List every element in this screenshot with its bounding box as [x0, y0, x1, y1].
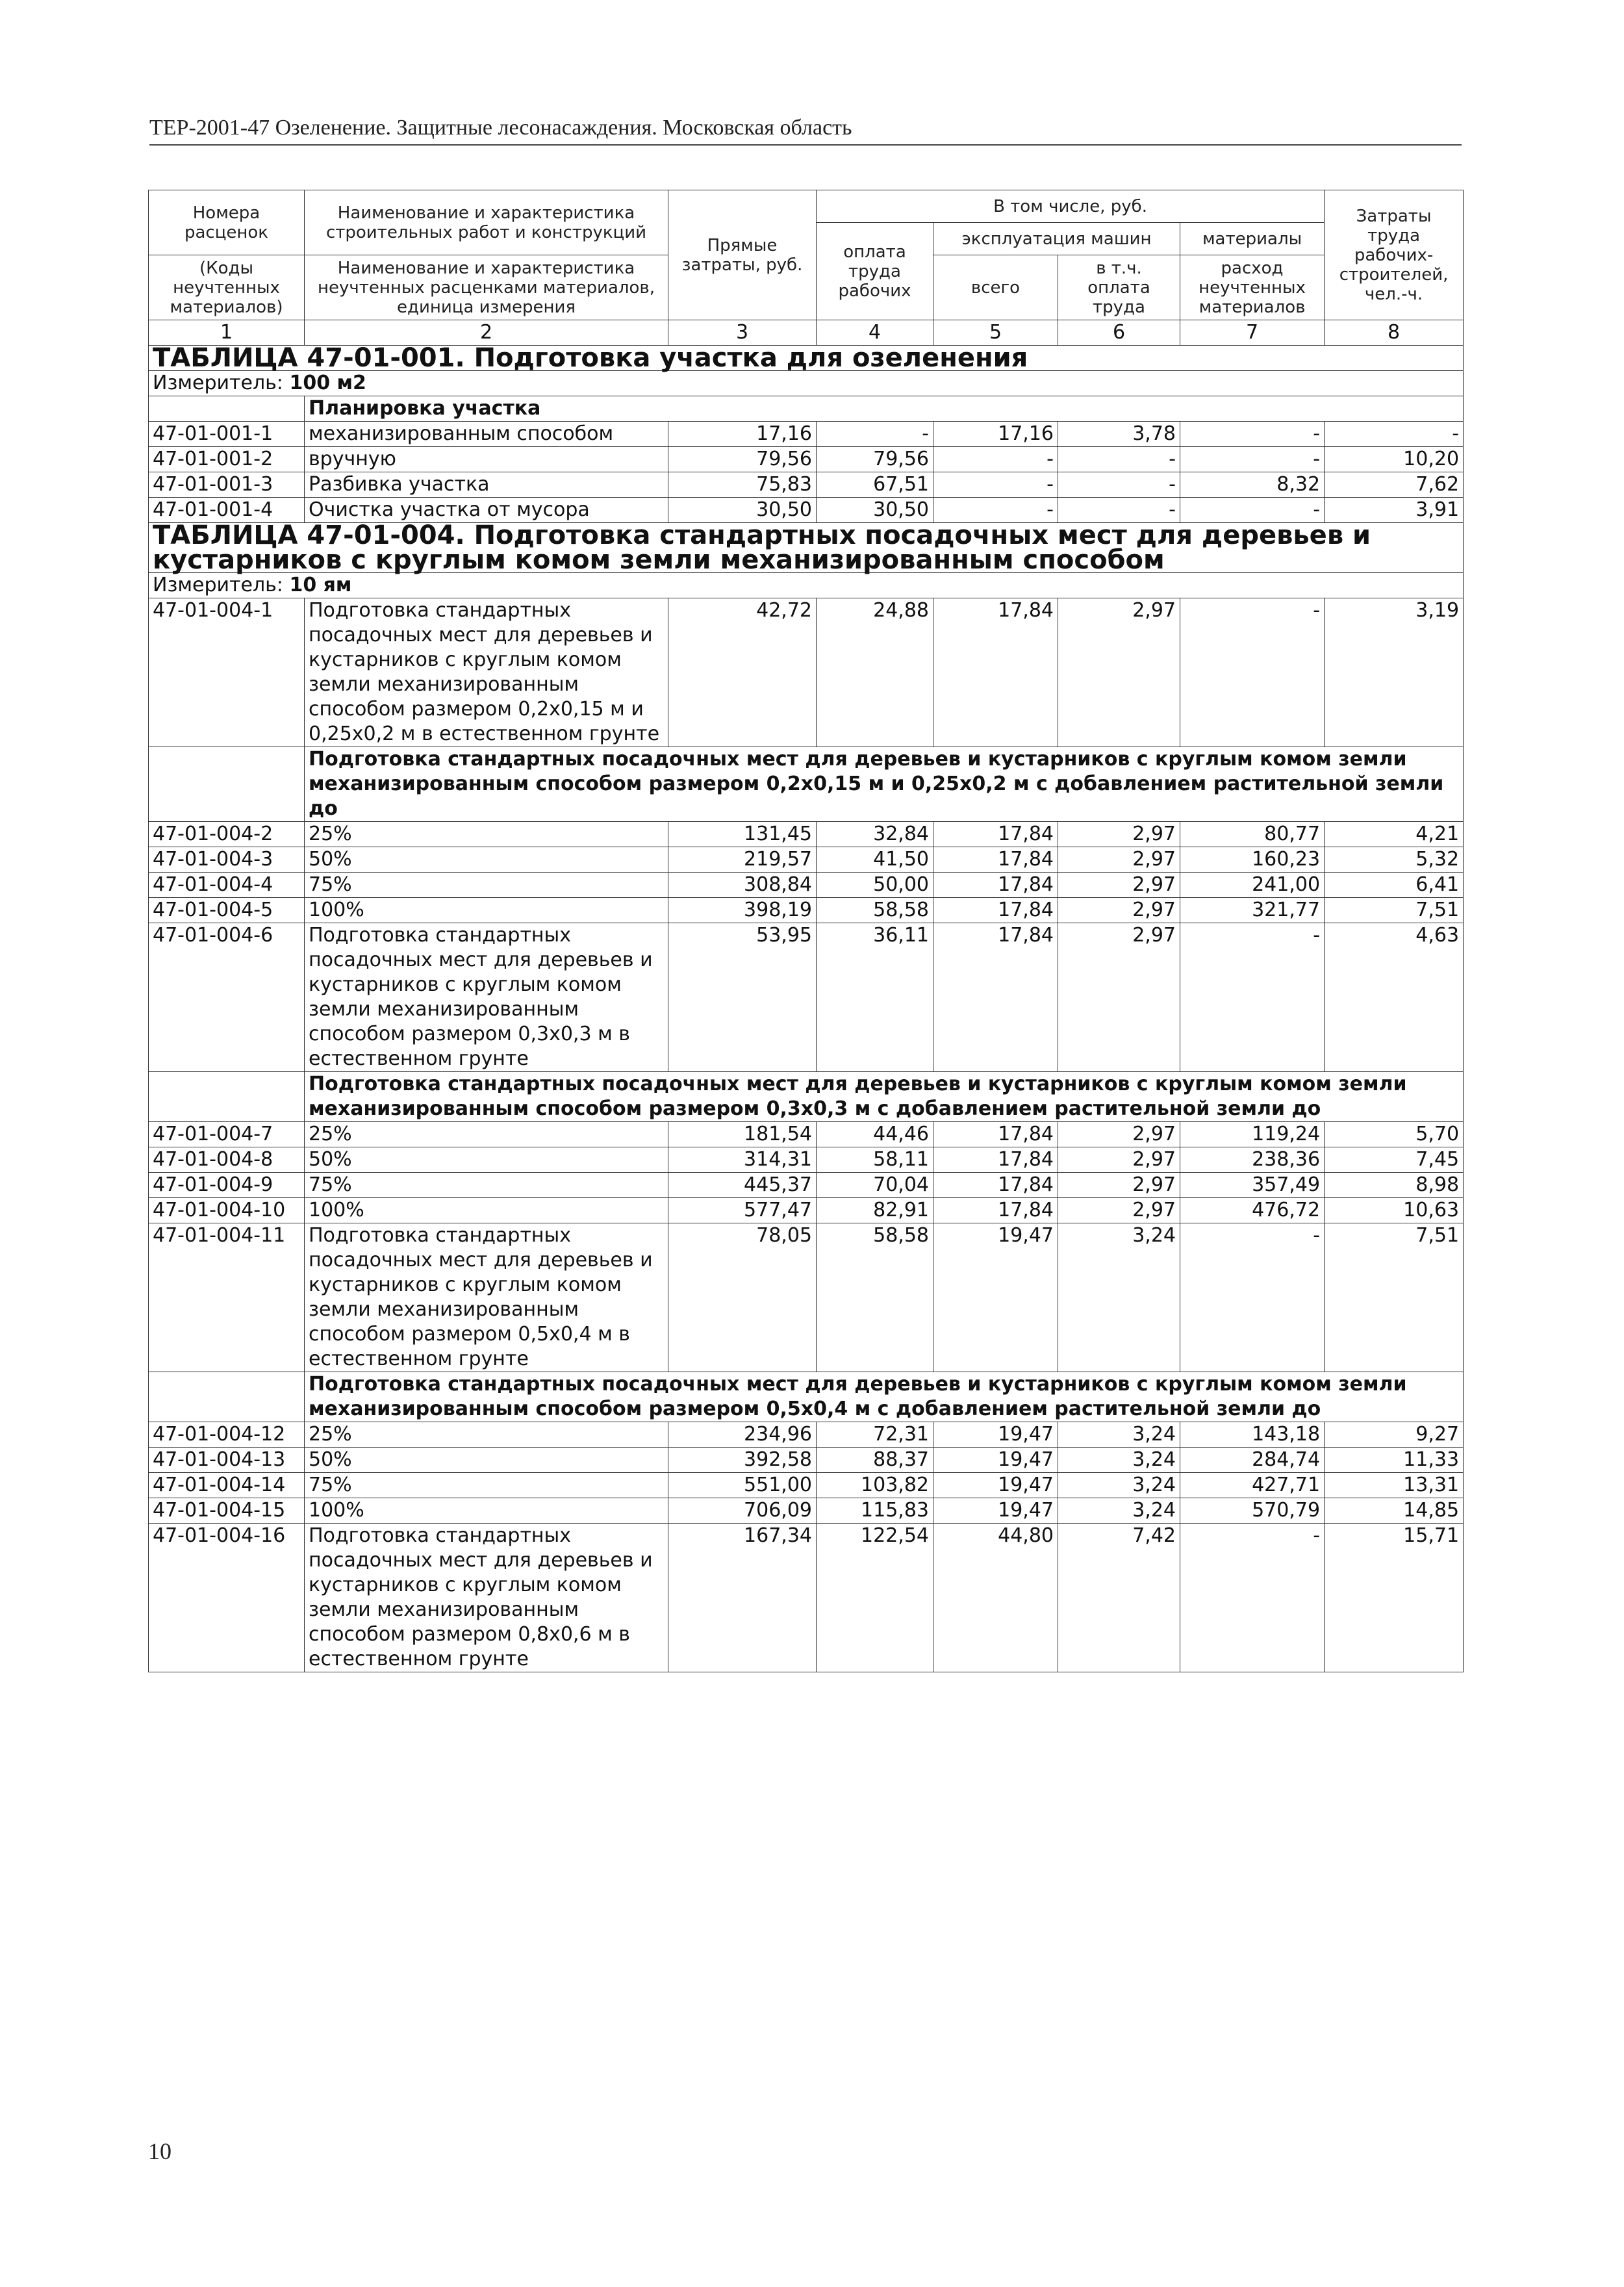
labor-pay: 88,37	[817, 1448, 933, 1473]
machine-total: -	[933, 472, 1058, 498]
labor-hours: 9,27	[1325, 1422, 1464, 1448]
labor-hours: 10,63	[1325, 1198, 1464, 1223]
direct-cost: 551,00	[668, 1473, 817, 1498]
materials-cost: 143,18	[1180, 1422, 1325, 1448]
materials-cost: 357,49	[1180, 1173, 1325, 1198]
col2-header-bottom: Наименование и характеристика неучтенных расценками материалов, единица измерения	[305, 255, 668, 320]
direct-cost: 131,45	[668, 822, 817, 847]
materials-cost: -	[1180, 422, 1325, 447]
machines-header: эксплуатация машин	[933, 223, 1180, 255]
rate-name: 75%	[305, 873, 668, 898]
machine-labor: 2,97	[1058, 847, 1180, 873]
direct-cost: 78,05	[668, 1223, 817, 1372]
measure-label: Измеритель:	[153, 574, 290, 596]
rate-name: 75%	[305, 1473, 668, 1498]
blank-cell	[149, 396, 305, 422]
labor-pay: 70,04	[817, 1173, 933, 1198]
direct-cost: 75,83	[668, 472, 817, 498]
col-number: 6	[1058, 320, 1180, 346]
materials-cost: 321,77	[1180, 898, 1325, 923]
labor-hours: 3,91	[1325, 498, 1464, 523]
labor-pay: 79,56	[817, 447, 933, 472]
table-row	[149, 847, 1464, 873]
materials-cost: -	[1180, 598, 1325, 747]
direct-cost: 42,72	[668, 598, 817, 747]
including-header: В том числе, руб.	[817, 190, 1325, 223]
labor-hours: 7,51	[1325, 1223, 1464, 1372]
rate-code: 47-01-004-10	[149, 1198, 305, 1223]
direct-cost: 181,54	[668, 1122, 817, 1147]
table-row	[149, 898, 1464, 923]
direct-cost: 30,50	[668, 498, 817, 523]
rate-code: 47-01-001-1	[149, 422, 305, 447]
table1-measure-row	[149, 371, 1464, 396]
direct-cost: 577,47	[668, 1198, 817, 1223]
machine-labor: 2,97	[1058, 1147, 1180, 1173]
rate-name: 25%	[305, 1122, 668, 1147]
labor-hours: 15,71	[1325, 1524, 1464, 1672]
col-number: 3	[668, 320, 817, 346]
machine-total: 19,47	[933, 1473, 1058, 1498]
rate-name: 50%	[305, 847, 668, 873]
col-number: 8	[1325, 320, 1464, 346]
table-row	[149, 873, 1464, 898]
subheader: Подготовка стандартных посадочных мест для деревьев и кустарников с круглым комом земли механизированным способом размером 0,3х0,3 м с добавлением растительной земли до	[305, 1072, 1464, 1122]
machine-total: 44,80	[933, 1524, 1058, 1672]
materials-cost: 570,79	[1180, 1498, 1325, 1524]
table-row	[149, 498, 1464, 523]
rate-name: Подготовка стандартных посадочных мест для деревьев и кустарников с круглым комом земли механизированным способом размером 0,2х0,15 м и 0,25х0,2 м в естественном грунте	[305, 598, 668, 747]
direct-cost: 398,19	[668, 898, 817, 923]
col7-header: расход неучтенных материалов	[1180, 255, 1325, 320]
labor-pay: 44,46	[817, 1122, 933, 1147]
rate-name: Разбивка участка	[305, 472, 668, 498]
machine-total: -	[933, 498, 1058, 523]
rate-code: 47-01-004-8	[149, 1147, 305, 1173]
labor-hours: 7,62	[1325, 472, 1464, 498]
document-header: ТЕР-2001-47 Озеленение. Защитные лесонасаждения. Московская область	[149, 116, 1462, 146]
labor-hours: 6,41	[1325, 873, 1464, 898]
table-row	[149, 598, 1464, 747]
labor-hours: 14,85	[1325, 1498, 1464, 1524]
machine-labor: 2,97	[1058, 873, 1180, 898]
rate-name: 25%	[305, 1422, 668, 1448]
blank-cell	[149, 1072, 305, 1122]
labor-pay: 58,58	[817, 898, 933, 923]
rate-name: 100%	[305, 1498, 668, 1524]
machine-total: 19,47	[933, 1448, 1058, 1473]
machine-total: 19,47	[933, 1422, 1058, 1448]
labor-pay: 32,84	[817, 822, 933, 847]
labor-pay: 82,91	[817, 1198, 933, 1223]
machine-labor: 2,97	[1058, 822, 1180, 847]
rate-name: Подготовка стандартных посадочных мест для деревьев и кустарников с круглым комом земли механизированным способом размером 0,5х0,4 м в естественном грунте	[305, 1223, 668, 1372]
rate-code: 47-01-004-4	[149, 873, 305, 898]
table-head	[149, 190, 1464, 346]
labor-hours: 4,21	[1325, 822, 1464, 847]
labor-hours: 7,51	[1325, 898, 1464, 923]
machine-total: 17,84	[933, 598, 1058, 747]
machine-labor: 7,42	[1058, 1524, 1180, 1672]
machine-total: 19,47	[933, 1223, 1058, 1372]
rate-code: 47-01-004-7	[149, 1122, 305, 1147]
rate-code: 47-01-004-1	[149, 598, 305, 747]
measure-unit	[149, 573, 1464, 598]
labor-pay: 36,11	[817, 923, 933, 1072]
table-row	[149, 1422, 1464, 1448]
labor-pay: 72,31	[817, 1422, 933, 1448]
machine-total: 17,84	[933, 1147, 1058, 1173]
table-row	[149, 822, 1464, 847]
materials-cost: 238,36	[1180, 1147, 1325, 1173]
labor-pay: 50,00	[817, 873, 933, 898]
labor-hours: 7,45	[1325, 1147, 1464, 1173]
machine-labor: 2,97	[1058, 923, 1180, 1072]
labor-hours: 13,31	[1325, 1473, 1464, 1498]
materials-header: материалы	[1180, 223, 1325, 255]
rate-code: 47-01-001-2	[149, 447, 305, 472]
column-numbers-row	[149, 320, 1464, 346]
table-body	[149, 343, 1464, 1672]
direct-cost: 17,16	[668, 422, 817, 447]
labor-hours: 11,33	[1325, 1448, 1464, 1473]
table-title: ТАБЛИЦА 47-01-004. Подготовка стандартных посадочных мест для деревьев и кустарников с круглым комом земли механизированным способом	[149, 523, 1464, 573]
rate-code: 47-01-004-14	[149, 1473, 305, 1498]
col-number: 2	[305, 320, 668, 346]
labor-pay: 67,51	[817, 472, 933, 498]
col-number: 1	[149, 320, 305, 346]
rate-code: 47-01-004-9	[149, 1173, 305, 1198]
machine-total: 17,84	[933, 847, 1058, 873]
rate-name: Очистка участка от мусора	[305, 498, 668, 523]
machine-labor: 2,97	[1058, 1122, 1180, 1147]
subheader-row	[149, 396, 1464, 422]
rate-name: Подготовка стандартных посадочных мест для деревьев и кустарников с круглым комом земли механизированным способом размером 0,3х0,3 м в естественном грунте	[305, 923, 668, 1072]
measure-value: 100 м2	[289, 372, 366, 394]
table-row	[149, 1122, 1464, 1147]
materials-cost: 241,00	[1180, 873, 1325, 898]
subheader: Подготовка стандартных посадочных мест для деревьев и кустарников с круглым комом земли механизированным способом размером 0,5х0,4 м с добавлением растительной земли до	[305, 1372, 1464, 1422]
labor-hours: 10,20	[1325, 447, 1464, 472]
labor-pay: -	[817, 422, 933, 447]
measure-label: Измеритель:	[153, 372, 290, 394]
table-row	[149, 1448, 1464, 1473]
machine-total: 17,84	[933, 1198, 1058, 1223]
direct-cost: 392,58	[668, 1448, 817, 1473]
labor-pay: 58,11	[817, 1147, 933, 1173]
machine-total: 17,84	[933, 873, 1058, 898]
labor-pay: 122,54	[817, 1524, 933, 1672]
table-row	[149, 1498, 1464, 1524]
rate-code: 47-01-001-4	[149, 498, 305, 523]
col1-header-top: Номера расценок	[149, 190, 305, 255]
materials-cost: 284,74	[1180, 1448, 1325, 1473]
labor-pay: 41,50	[817, 847, 933, 873]
col4-header: оплата труда рабочих	[817, 223, 933, 320]
table2-title-row	[149, 523, 1464, 573]
rate-name: вручную	[305, 447, 668, 472]
table2-measure-row	[149, 573, 1464, 598]
direct-cost: 308,84	[668, 873, 817, 898]
direct-cost: 79,56	[668, 447, 817, 472]
labor-pay: 115,83	[817, 1498, 933, 1524]
rate-name: 75%	[305, 1173, 668, 1198]
machine-total: 17,84	[933, 822, 1058, 847]
direct-cost: 167,34	[668, 1524, 817, 1672]
table1-title-row	[149, 346, 1464, 371]
labor-hours: 5,70	[1325, 1122, 1464, 1147]
machine-labor: 3,24	[1058, 1448, 1180, 1473]
col-number: 7	[1180, 320, 1325, 346]
machine-total: 17,84	[933, 923, 1058, 1072]
rate-code: 47-01-004-11	[149, 1223, 305, 1372]
measure-value: 10 ям	[289, 574, 352, 596]
machine-labor: 3,24	[1058, 1223, 1180, 1372]
materials-cost: -	[1180, 923, 1325, 1072]
table-row	[149, 1223, 1464, 1372]
machine-total: 17,16	[933, 422, 1058, 447]
labor-hours: -	[1325, 422, 1464, 447]
blank-cell	[149, 747, 305, 822]
direct-cost: 219,57	[668, 847, 817, 873]
rate-name: 25%	[305, 822, 668, 847]
col3-header: Прямые затраты, руб.	[668, 190, 817, 320]
rate-code: 47-01-004-2	[149, 822, 305, 847]
rate-code: 47-01-001-3	[149, 472, 305, 498]
table-row	[149, 923, 1464, 1072]
blank-cell	[149, 1372, 305, 1422]
machine-total: 19,47	[933, 1498, 1058, 1524]
rate-name: 100%	[305, 1198, 668, 1223]
rate-name: 100%	[305, 898, 668, 923]
machine-labor: 3,24	[1058, 1473, 1180, 1498]
labor-hours: 3,19	[1325, 598, 1464, 747]
col2-header-top: Наименование и характеристика строительных работ и конструкций	[305, 190, 668, 255]
materials-cost: -	[1180, 1524, 1325, 1672]
labor-pay: 58,58	[817, 1223, 933, 1372]
machine-labor: 3,24	[1058, 1422, 1180, 1448]
machine-labor: 3,24	[1058, 1498, 1180, 1524]
subheader: Планировка участка	[305, 396, 1464, 422]
materials-cost: 80,77	[1180, 822, 1325, 847]
rate-code: 47-01-004-15	[149, 1498, 305, 1524]
materials-cost: 476,72	[1180, 1198, 1325, 1223]
table-row	[149, 447, 1464, 472]
rates-table	[148, 190, 1464, 1672]
table-row	[149, 1198, 1464, 1223]
machine-labor: 3,78	[1058, 422, 1180, 447]
rate-name: Подготовка стандартных посадочных мест для деревьев и кустарников с круглым комом земли механизированным способом размером 0,8х0,6 м в естественном грунте	[305, 1524, 668, 1672]
materials-cost: 427,71	[1180, 1473, 1325, 1498]
machine-labor: -	[1058, 447, 1180, 472]
labor-hours: 4,63	[1325, 923, 1464, 1072]
table-row	[149, 1173, 1464, 1198]
table-row	[149, 422, 1464, 447]
measure-unit	[149, 371, 1464, 396]
machine-total: 17,84	[933, 898, 1058, 923]
table-row	[149, 1147, 1464, 1173]
col-number: 5	[933, 320, 1058, 346]
machine-total: -	[933, 447, 1058, 472]
rate-code: 47-01-004-16	[149, 1524, 305, 1672]
rate-name: 50%	[305, 1147, 668, 1173]
materials-cost: -	[1180, 498, 1325, 523]
col6-header: в т.ч. оплата труда	[1058, 255, 1180, 320]
direct-cost: 314,31	[668, 1147, 817, 1173]
direct-cost: 234,96	[668, 1422, 817, 1448]
machine-labor: 2,97	[1058, 1173, 1180, 1198]
materials-cost: 160,23	[1180, 847, 1325, 873]
rate-name: механизированным способом	[305, 422, 668, 447]
labor-pay: 30,50	[817, 498, 933, 523]
labor-hours: 5,32	[1325, 847, 1464, 873]
labor-pay: 103,82	[817, 1473, 933, 1498]
subheader-row	[149, 747, 1464, 822]
rate-code: 47-01-004-5	[149, 898, 305, 923]
subheader: Подготовка стандартных посадочных мест для деревьев и кустарников с круглым комом земли механизированным способом размером 0,2х0,15 м и 0,25х0,2 м с добавлением растительной земли до	[305, 747, 1464, 822]
page-number: 10	[148, 2138, 171, 2164]
machine-labor: 2,97	[1058, 898, 1180, 923]
labor-pay: 24,88	[817, 598, 933, 747]
rate-code: 47-01-004-6	[149, 923, 305, 1072]
subheader-row	[149, 1372, 1464, 1422]
materials-cost: 8,32	[1180, 472, 1325, 498]
rate-code: 47-01-004-12	[149, 1422, 305, 1448]
direct-cost: 445,37	[668, 1173, 817, 1198]
subheader-row	[149, 1072, 1464, 1122]
materials-cost: -	[1180, 447, 1325, 472]
rate-name: 50%	[305, 1448, 668, 1473]
machine-labor: 2,97	[1058, 1198, 1180, 1223]
rate-code: 47-01-004-3	[149, 847, 305, 873]
table-row	[149, 472, 1464, 498]
rate-code: 47-01-004-13	[149, 1448, 305, 1473]
machine-labor: 2,97	[1058, 598, 1180, 747]
table-title: ТАБЛИЦА 47-01-001. Подготовка участка для озеленения	[149, 346, 1464, 371]
machine-total: 17,84	[933, 1173, 1058, 1198]
materials-cost: 119,24	[1180, 1122, 1325, 1147]
col1-header-bottom: (Коды неучтенных материалов)	[149, 255, 305, 320]
col5-header: всего	[933, 255, 1058, 320]
labor-hours: 8,98	[1325, 1173, 1464, 1198]
col-number: 4	[817, 320, 933, 346]
col8-header: Затраты труда рабочих-строителей, чел.-ч.	[1325, 190, 1464, 320]
machine-labor: -	[1058, 498, 1180, 523]
table-row	[149, 1524, 1464, 1672]
direct-cost: 706,09	[668, 1498, 817, 1524]
materials-cost: -	[1180, 1223, 1325, 1372]
table-row	[149, 1473, 1464, 1498]
machine-labor: -	[1058, 472, 1180, 498]
direct-cost: 53,95	[668, 923, 817, 1072]
machine-total: 17,84	[933, 1122, 1058, 1147]
